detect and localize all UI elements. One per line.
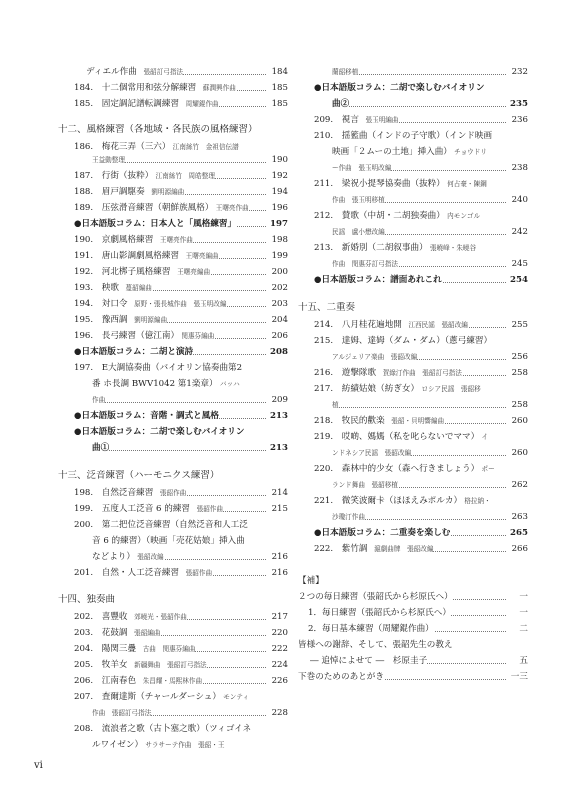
- entry-title: 196. 長弓練習（億江南）: [74, 331, 175, 341]
- entry-page-number: 一三: [510, 672, 528, 682]
- entry-credit: 植: [332, 401, 339, 409]
- entry-title: 下巻のためのあとがき: [298, 672, 384, 682]
- entry-title: 195. 豫西調: [74, 315, 128, 325]
- entry-credit: 作曲 張玉明移植: [332, 196, 385, 204]
- entry-credit: 張韶作曲: [179, 569, 213, 577]
- entry-title: 2．毎日基本練習（周耀錕作曲）: [308, 624, 434, 634]
- entry-credit: 古曲 閔惠芬編曲: [136, 645, 196, 653]
- entry-title: 190. 京劇風格練習: [74, 235, 154, 245]
- entry-page-number: 232: [511, 67, 528, 77]
- entry-page-number: 204: [271, 315, 288, 325]
- entry-credit: 作曲 張韶訂弓指法: [92, 709, 152, 717]
- entry-page-number: 185: [271, 99, 288, 109]
- entry-credit: 王曙亮編曲: [179, 252, 219, 260]
- entry-title: 【補】: [298, 576, 324, 586]
- entry-credit: アルジェリア楽曲 張韶改編: [332, 353, 418, 361]
- entry-credit: 張韶作曲: [190, 505, 223, 513]
- entry-page-number: 215: [271, 504, 288, 514]
- entry-credit: ランド舞曲 張韶移植: [332, 481, 398, 489]
- entry-credit: 郊曉光・張韶作曲: [127, 613, 187, 621]
- entry-credit: 江南絲竹 金祖信伝譜: [166, 143, 239, 151]
- entry-credit: 内モンゴル: [440, 212, 481, 220]
- entry-credit: バッハ: [213, 380, 240, 388]
- entry-credit: ンドネシア民謡 張韶改編: [332, 449, 412, 457]
- entry-page-number: 190: [271, 155, 288, 165]
- entry-credit: 閔惠芬編曲: [174, 332, 215, 340]
- entry-title: 映画「２ムーの土地」挿入曲）: [332, 147, 448, 157]
- entry-credit: ロシア民謡 張韶移: [414, 385, 481, 393]
- entry-credit: 張韶訂弓指法: [136, 68, 184, 76]
- entry-page-number: 224: [271, 660, 288, 670]
- entry-credit: 張韶作曲: [153, 489, 187, 497]
- entry-page-number: 199: [271, 251, 288, 261]
- entry-title: 209. 視言: [314, 115, 359, 125]
- entry-page-number: 265: [510, 528, 528, 538]
- entry-title: 191. 唐山影調劇風格練習: [74, 251, 180, 261]
- entry-title: 187. 行街（抜粋）: [74, 171, 149, 181]
- entry-page-number: 213: [270, 411, 288, 421]
- entry-page-number: 258: [511, 368, 528, 378]
- entry-title: 1．毎日練習（張韶氏から杉原氏へ）: [308, 608, 451, 618]
- entry-title: ●日本語版コラム：日本人と「風格練習」: [74, 219, 237, 229]
- entry-page-number: 203: [271, 299, 288, 309]
- entry-title: 222. 紫竹調: [314, 544, 368, 554]
- entry-title: 205. 牧羊女: [74, 660, 128, 670]
- entry-credit: 蔓韶編曲: [118, 284, 152, 292]
- entry-credit: 蘇潤興作曲: [196, 84, 236, 92]
- entry-title: 193. 秧歌: [74, 283, 119, 293]
- entry-credit: 張曉峰・朱曉谷: [423, 244, 477, 252]
- entry-credit: 民謡 盧小懋改編: [332, 228, 385, 236]
- entry-title: などより）: [92, 552, 131, 562]
- entry-credit: 賀綠汀作曲 張韶訂弓指法: [376, 369, 462, 377]
- entry-credit: 作曲: [92, 396, 106, 404]
- entry-title: 189. 压弦滑音練習（朝鮮族風格）: [74, 203, 210, 213]
- entry-page-number: 209: [271, 395, 288, 405]
- entry-title: 220. 森林中的少女（森へ行きましょう）: [314, 464, 475, 474]
- entry-credit: 朱昌耀・馬熙林作曲: [136, 677, 203, 685]
- entry-title: 216. 遊撃隊歌: [314, 368, 377, 378]
- entry-title: 213. 新婚別（二胡叙事曲）: [314, 243, 424, 253]
- entry-title: 201. 自然・人工泛音練習: [74, 568, 180, 578]
- entry-page-number: 208: [270, 347, 288, 357]
- entry-credit: 劉明源編曲: [144, 188, 185, 196]
- entry-page-number: 二: [519, 624, 528, 634]
- entry-title: 十三、泛音練習（ハーモニクス練習）: [58, 470, 220, 481]
- entry-page-number: 238: [511, 163, 528, 173]
- leader-dots: [332, 106, 506, 107]
- entry-page-number: 198: [271, 235, 288, 245]
- entry-credit: 王曙亮作曲: [153, 236, 193, 244]
- entry-credit: 沙瓊汀作曲: [332, 513, 365, 521]
- entry-credit: 張韶・貝明響編曲: [384, 417, 445, 425]
- entry-credit: 王曙亮作曲: [209, 204, 249, 212]
- entry-credit: 王曙亮編曲: [170, 268, 211, 276]
- entry-title: 203. 花鼓調: [74, 628, 128, 638]
- entry-page-number: 一: [519, 608, 528, 618]
- entry-title: ルワイゼン）: [92, 740, 139, 750]
- entry-title: 186. 梅花三弄（三六）: [74, 142, 167, 152]
- entry-title: 185. 固定調記譜転調練習: [74, 99, 180, 109]
- entry-title: 215. 達姆、達姆（ダム・ダム）（蔥弓練習）: [314, 336, 493, 346]
- entry-title: ●日本語版コラム：二胡と演詩: [74, 347, 194, 357]
- entry-title: 番 ホ長調 BWV1042 第1楽章）: [92, 379, 214, 389]
- entry-page-number: 240: [511, 195, 528, 205]
- entry-credit: 作曲 閔惠芬訂弓指法: [332, 260, 398, 268]
- entry-title: 197. E大調協奏曲（バイオリン協奏曲第2: [74, 363, 243, 373]
- entry-credit: 張玉明編曲: [358, 116, 399, 124]
- entry-page-number: 202: [271, 283, 288, 293]
- entry-title: 221. 微笑波爾卡（ほほえみポルカ）: [314, 496, 458, 506]
- entry-page-number: 220: [271, 628, 288, 638]
- entry-credit: 張韶改編: [130, 553, 164, 561]
- entry-title: ●日本語版コラム：二重奏を楽しむ: [314, 528, 451, 538]
- entry-title: 206. 江南春色: [74, 676, 137, 686]
- entry-page-number: 235: [510, 99, 528, 109]
- entry-page-number: 260: [511, 416, 528, 426]
- entry-credit: 王益動整理: [92, 156, 125, 164]
- entry-page-number: 258: [511, 400, 528, 410]
- entry-page-number: 206: [271, 331, 288, 341]
- entry-page-number: 192: [271, 171, 288, 181]
- entry-page-number: 196: [271, 203, 288, 213]
- entry-title: 192. 河北梆子風格練習: [74, 267, 171, 277]
- entry-credit: 周耀錕作曲: [179, 100, 219, 108]
- entry-credit: サラサーテ作曲 張韶・王: [138, 741, 225, 749]
- entry-page-number: 255: [511, 320, 528, 330]
- entry-credit: 新疆舞曲 張韶訂弓指法: [127, 661, 207, 669]
- entry-page-number: 242: [511, 227, 528, 237]
- entry-title: ― 追悼によせて ― 杉原圭子: [310, 656, 428, 666]
- entry-title: 218. 牧民的歡楽: [314, 416, 385, 426]
- entry-page-number: 一: [519, 592, 528, 602]
- entry-credit: 滬劇曲牌 張韶改編: [367, 545, 434, 553]
- entry-title: 211. 梁祝小提琴協奏曲（抜粋）: [314, 179, 441, 189]
- leader-dots: [332, 407, 506, 408]
- entry-title: ディエル作曲: [86, 67, 137, 77]
- entry-title: 十五、二重奏: [298, 302, 356, 313]
- entry-credit: 張韶編曲: [127, 629, 161, 637]
- entry-credit: ー作曲 張玉明改編: [332, 164, 392, 172]
- entry-title: 212. 賛歌（中胡・二胡独奏曲）: [314, 211, 441, 221]
- entry-title: 199. 五度人工泛音 6 的練習: [74, 504, 191, 514]
- entry-credit: 格拉納・: [457, 497, 491, 505]
- entry-credit: 江南絲竹 周皓整理: [149, 172, 215, 180]
- entry-page-number: 200: [271, 267, 288, 277]
- entry-title: 219. 哎啲、媽媽（私を叱らないでママ）: [314, 432, 475, 442]
- entry-credit: 江西民謡 張韶改編: [401, 321, 468, 329]
- entry-page-number: 184: [271, 67, 288, 77]
- entry-title: ●日本語版コラム：二胡で楽しむバイオリン: [314, 83, 485, 93]
- entry-page-number: 260: [511, 448, 528, 458]
- entry-title: 210. 揺籃曲（インドの子守歌）（インド映画: [314, 131, 493, 141]
- entry-page-number: 245: [511, 259, 528, 269]
- leader-dots: [332, 74, 506, 75]
- entry-title: 198. 自然泛音練習: [74, 488, 154, 498]
- entry-page-number: 216: [271, 568, 288, 578]
- entry-page-number: 222: [271, 644, 288, 654]
- entry-title: 202. 喜豐收: [74, 612, 128, 622]
- entry-title: 194. 対口令: [74, 299, 128, 309]
- entry-title: ●日本語版コラム：譜面あれこれ: [314, 275, 442, 285]
- leader-dots: [92, 402, 266, 403]
- entry-credit: チョウドリ: [447, 148, 487, 156]
- entry-page-number: 263: [511, 512, 528, 522]
- entry-title: 十二、風格練習（各地域・各民族の風格練習）: [58, 124, 258, 135]
- entry-page-number: 216: [271, 552, 288, 562]
- entry-page-number: 262: [511, 480, 528, 490]
- entry-title: 204. 陽関三疊: [74, 644, 137, 654]
- entry-page-number: 214: [271, 488, 288, 498]
- entry-page-number: 194: [271, 187, 288, 197]
- entry-title: 曲②: [332, 99, 350, 109]
- entry-title: 214. 八月桂花遍地開: [314, 320, 402, 330]
- entry-title: 208. 流浪者之歌（古卜塞之歌）（ツィゴイネ: [74, 724, 252, 734]
- page-number: vi: [34, 760, 43, 771]
- entry-page-number: 236: [511, 115, 528, 125]
- entry-title: ●日本語版コラム：音階・調式と風格: [74, 411, 219, 421]
- entry-title: 184. 十二個常用和弦分解練習: [74, 83, 197, 93]
- entry-title: 207. 査爾達斯（チャールダーシュ）: [74, 692, 217, 702]
- entry-credit: 原野・張長城作曲 張玉明改編: [127, 300, 227, 308]
- entry-title: 皆様への謝辞、そして、張韶先生の教え: [298, 640, 453, 650]
- entry-title: 十四、独奏曲: [58, 594, 116, 605]
- entry-page-number: 185: [271, 83, 288, 93]
- entry-credit: 何占豪・陳鋼: [440, 180, 487, 188]
- entry-title: 200. 第二把位泛音練習（自然泛音和人工泛: [74, 520, 248, 530]
- entry-page-number: 217: [271, 612, 288, 622]
- entry-page-number: 五: [519, 656, 528, 666]
- entry-title: ２つの毎日練習（張韶氏から杉原氏へ）: [298, 592, 453, 602]
- entry-page-number: 226: [271, 676, 288, 686]
- entry-page-number: 213: [270, 443, 288, 453]
- entry-page-number: 266: [511, 544, 528, 554]
- entry-title: 217. 紡績姑娘（紡ぎ女）: [314, 384, 415, 394]
- entry-title: 曲①: [92, 443, 110, 453]
- entry-page-number: 256: [511, 352, 528, 362]
- entry-page-number: 197: [270, 219, 288, 229]
- entry-credit: モンティ: [216, 693, 250, 701]
- entry-title: 188. 眉戸調駆奏: [74, 187, 145, 197]
- entry-credit: ポー: [474, 465, 495, 473]
- leader-dots: [92, 450, 266, 451]
- entry-credit: 蘭韶移植: [332, 68, 359, 76]
- entry-page-number: 254: [510, 275, 528, 285]
- entry-title: 音 6 的練習）（映画「売花姑娘」挿入曲: [92, 536, 245, 546]
- entry-credit: 劉明源編曲: [127, 316, 168, 324]
- entry-title: ●日本語版コラム：二胡で楽しむバイオリン: [74, 427, 245, 437]
- entry-page-number: 228: [271, 708, 288, 718]
- entry-credit: イ: [474, 433, 489, 441]
